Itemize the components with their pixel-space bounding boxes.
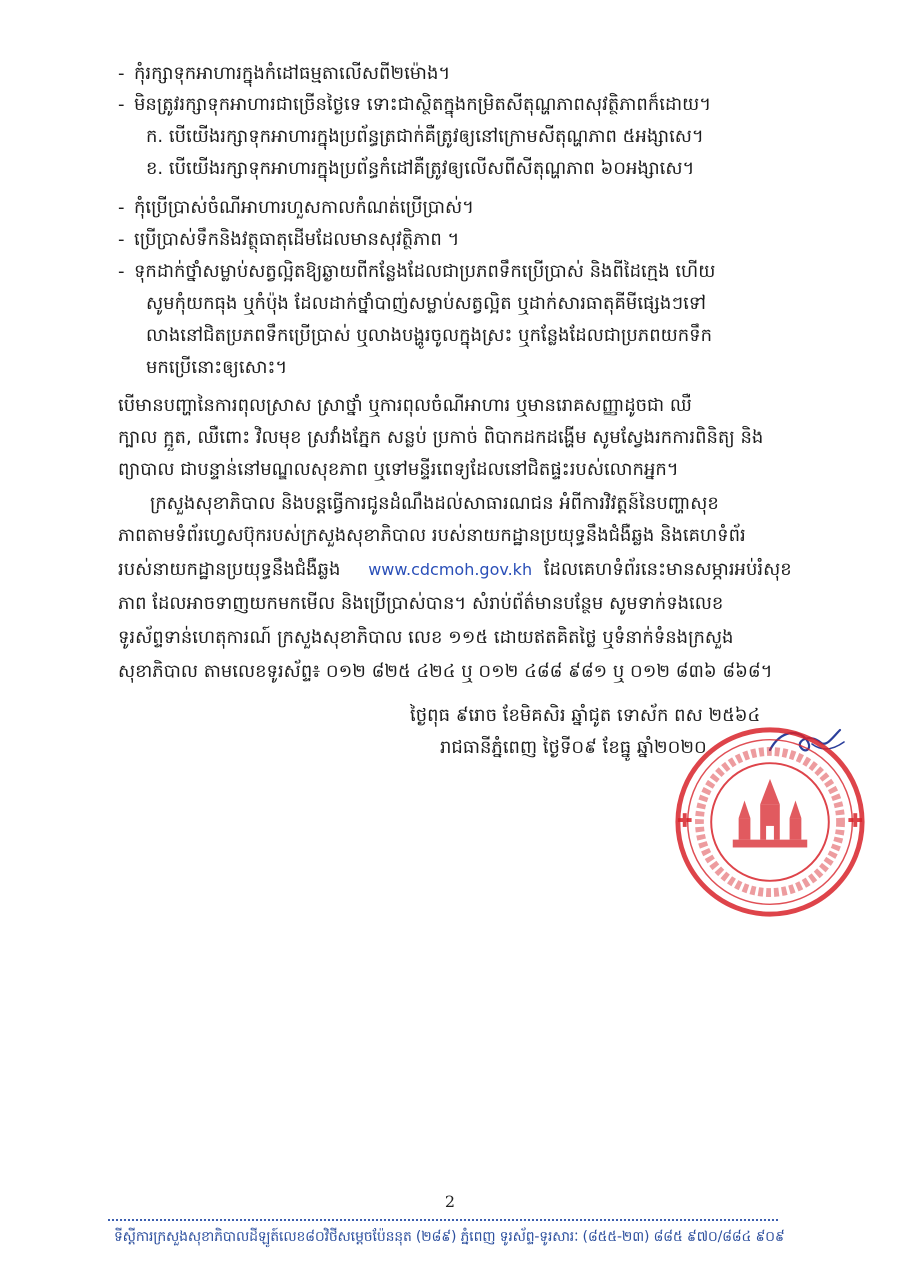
paragraph-line: សុខាភិបាល តាមលេខទូរស័ព្ទ៖ ០១២ ៨២៥ ៤២៤ ឬ ០១២ ៤៨៨ ៩៨១ ឬ ០១២ ៨៣៦ ៨៦៨។ [118,661,773,682]
bullet-text: លាងនៅជិតប្រភពទឹកប្រើប្រាស់ ឬលាងបង្ហូរចូលក្នុងស្រះ ឬកន្លែងដែលជាប្រភពយកទឹក [146,325,713,346]
paragraph-line: ព្យាបាល ជាបន្ទាន់នៅមណ្ឌលសុខភាព ឬទៅមន្ទីរពេទ្យដែលនៅជិតផ្ទះរបស់លោកអ្នក។ [118,459,679,480]
paragraph-text: របស់នាយកដ្ឋានប្រយុទ្ធនឹងជំងឺឆ្លង [118,559,341,580]
paragraph-line: ក្បាល ក្អួត, ឈឺពោះ វិលមុខ ស្រវាំងភ្នែក សន្លប់ ប្រកាច់ ពិបាកដកដង្ហើម សូមស្វែងរកការពិនិត្យ និង [118,427,764,448]
footer-address: ទីស្តីការក្រសួងសុខាភិបាលដីឡូត៍លេខ៨០វិថីសម្តេចប៉ែននុត (២៨៩) ភ្នំពេញ ទូរស័ព្ទ-ទូរសារៈ (៨៥៥-២៣) ៨៨៥ ៩៧០/៨៨៤ ៩០៩ [114,1229,785,1245]
paragraph-line [118,558,792,582]
bullet-marker: - [118,261,125,282]
page-number: 2 [444,1192,456,1211]
bullet-marker: - [118,63,125,84]
sub-item-text: ខ. បើយើងរក្សាទុកអាហារក្នុងប្រព័ន្ធកំដៅគឺត្រូវឲ្យលើសពីសីតុណ្ហភាព ៦០អង្សាសេ។ [146,158,695,179]
bullet-text: កុំរក្សាទុកអាហារក្នុងកំដៅធម្មតាលើសពី២ម៉ោង។ [134,63,451,84]
website-link[interactable]: www.cdcmoh.gov.kh [368,560,533,579]
ministry-seal-icon [672,724,868,920]
sub-item-text: ក. បើយើងរក្សាទុកអាហារក្នុងប្រព័ន្ធត្រជាក់គឺត្រូវឲ្យនៅក្រោមសីតុណ្ហភាព ៥អង្សាសេ។ [146,126,704,147]
bullet-marker: - [118,197,125,218]
date-solar: រាជធានីភ្នំពេញ ថ្ងៃទី០៩ ខែធ្នូ ឆ្នាំ២០២០ [440,737,707,758]
bullet-marker: - [118,229,125,250]
bullet-text: ប្រើប្រាស់ទឹកនិងវត្ថុធាតុដើមដែលមានសុវត្ថិភាព ។ [134,229,460,250]
bullet-text: កុំប្រើប្រាស់ចំណីអាហារហួសកាលកំណត់ប្រើប្រាស់។ [134,197,475,218]
paragraph-line: ក្រសួងសុខាភិបាល និងបន្តធ្វើការជូនដំណឹងដល់សាធារណជន អំពីការវិវត្តន៍នៃបញ្ហាសុខ [150,493,719,514]
bullet-marker: - [118,94,125,115]
date-lunar: ថ្ងៃពុធ ៩រោច ខែមិគសិរ ឆ្នាំជូត ទោស័ក ពស ២៥៦៤ [410,705,761,726]
bullet-text: ទុកដាក់ថ្នាំសម្លាប់សត្វល្អិតឱ្យឆ្ងាយពីកន្លែងដែលជាប្រភពទឹកប្រើប្រាស់ និងពីដៃក្មេង ហើយ [134,261,716,282]
bullet-text: មិនត្រូវរក្សាទុកអាហារជាច្រើនថ្ងៃទេ ទោះជាស្ថិតក្នុងកម្រិតសីតុណ្ហភាពសុវត្ថិភាពក៏ដោយ។ [134,94,712,115]
footer-divider [108,1219,778,1221]
bullet-text: សូមកុំយកធុង ឬកំប៉ុង ដែលដាក់ថ្នាំបាញ់សម្លាប់សត្វល្អិត ឬដាក់សារធាតុគីមីផ្សេងៗទៅ [146,293,706,314]
paragraph-line: បើមានបញ្ហានៃការពុលស្រាស ស្រាថ្នាំ ឬការពុលចំណីអាហារ ឬមានរោគសញ្ញាដូចជា ឈឺ [118,395,692,416]
bullet-text: មកប្រើនោះឲ្យសោះ។ [146,357,288,378]
paragraph-line: ភាព ដែលអាចទាញយកមកមើល និងប្រើប្រាស់បាន។ សំរាប់ព័ត៌មានបន្ថែម សូមទាក់ទងលេខ [118,593,724,614]
paragraph-line: ទូរស័ព្ទទាន់ហេតុការណ៍ ក្រសួងសុខាភិបាល លេខ ១១៥ ដោយឥតគិតថ្លៃ ឬទំនាក់ទំនងក្រសួង [118,627,734,648]
paragraph-text: ដែលគេហទំព័រនេះមានសម្ភារអប់រំសុខ [543,559,792,580]
paragraph-line: ភាពតាមទំព័រហ្វេសប៊ុករបស់ក្រសួងសុខាភិបាល របស់នាយកដ្ឋានប្រយុទ្ធនឹងជំងឺឆ្លង និងគេហទំព័រ [118,525,746,546]
